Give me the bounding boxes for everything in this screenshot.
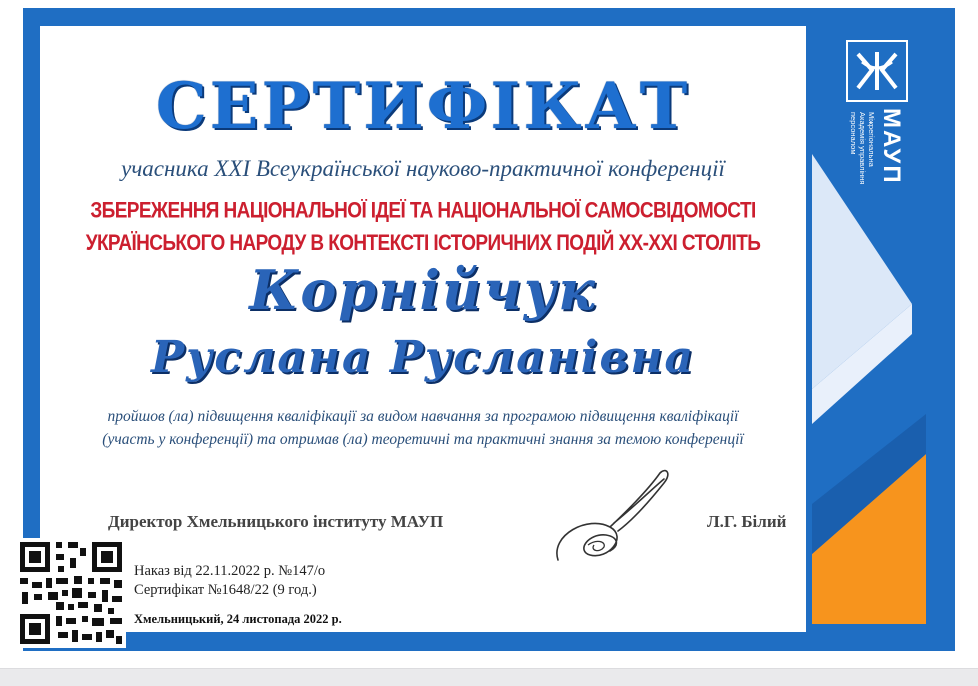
qr-code-icon <box>16 538 126 648</box>
topic-line-1: ЗБЕРЕЖЕННЯ НАЦІОНАЛЬНОЇ ІДЕЇ ТА НАЦІОНАЛЬНОЇ САМОСВІДОМОСТІ <box>90 199 756 224</box>
certificate-subtitle: учасника XXI Всеукраїнської науково-практичної конференції <box>121 156 725 181</box>
order-line: Наказ від 22.11.2022 р. №147/о <box>134 563 326 579</box>
conference-topic <box>40 196 806 260</box>
certificate-number-line: Сертифікат №1648/22 (9 год.) <box>134 582 317 598</box>
viewer-bottom-bar <box>0 668 978 686</box>
city-date: Хмельницький, 24 листопада 2022 р. <box>134 612 342 626</box>
topic-line-2: УКРАЇНСЬКОГО НАРОДУ В КОНТЕКСТІ ІСТОРИЧНИХ ПОДІЙ XX-XXI СТОЛІТЬ <box>85 231 761 256</box>
certificate-description <box>40 405 806 451</box>
recipient-given-names: Руслана Русланівна <box>151 332 695 383</box>
signature-icon <box>548 465 678 575</box>
maup-logo-icon <box>846 40 908 102</box>
certificate-title: СЕРТИФІКАТ <box>155 69 691 144</box>
description-line-2: (участь у конференції) та отримав (ла) теоретичні та практичні знання за темою конференції <box>102 431 744 448</box>
maup-label: МАУП <box>878 108 905 185</box>
recipient-surname: Корнійчук <box>249 258 597 322</box>
signer-name: Л.Г. Білий <box>707 512 787 531</box>
order-info <box>134 562 325 600</box>
director-title: Директор Хмельницького інституту МАУП <box>108 512 444 531</box>
description-line-1: пройшов (ла) підвищення кваліфікації за видом навчання за програмою підвищення кваліфікації <box>107 408 739 425</box>
maup-subtitle: Міжрегіональна Академія управління персоналом <box>849 112 876 185</box>
